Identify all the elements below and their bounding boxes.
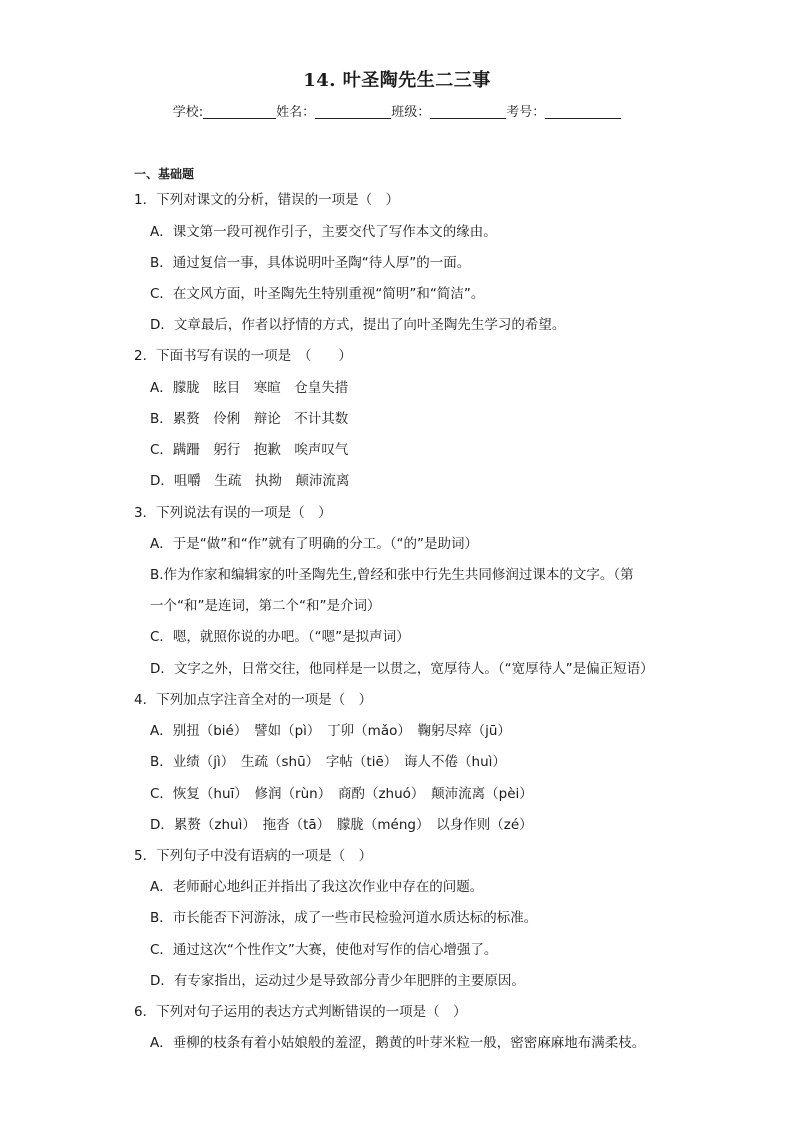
option-line: B.作为作家和编辑家的叶圣陶先生,曾经和张中行先生共同修润过课本的文字。（第 — [150, 567, 634, 583]
option-line: B．市长能否下河游泳，成了一些市民检验河道水质达标的标准。 — [150, 910, 538, 926]
option-line: A．垂柳的枝条有着小姑娘般的羞涩，鹅黄的叶芽米粒一般，密密麻麻地布满柔枝。 — [150, 1035, 646, 1051]
option-line: B．累赘 伶俐 辩论 不计其数 — [150, 411, 349, 427]
option-line: C．恢复（huī） 修润（rùn） 商酌（zhuó） 颠沛流离（pèi） — [150, 786, 533, 802]
option-line: B．业绩（jì） 生疏（shū） 字帖（tiē） 诲人不倦（huì） — [150, 754, 506, 770]
name-blank[interactable] — [315, 104, 391, 119]
option-line: C．蹒跚 躬行 抱歉 唉声叹气 — [150, 442, 349, 458]
question-stem: 2．下面书写有误的一项是 （ ） — [134, 348, 352, 364]
option-line: C．在文风方面，叶圣陶先生特别重视“简明”和“简洁”。 — [150, 286, 485, 302]
option-line: A．老师耐心地纠正并指出了我这次作业中存在的问题。 — [150, 879, 484, 895]
option-line: D．文字之外，日常交往，他同样是一以贯之，宽厚待人。（“宽厚待人”是偏正短语） — [150, 661, 654, 677]
option-line: D．文章最后，作者以抒情的方式，提出了向叶圣陶先生学习的希望。 — [150, 317, 566, 333]
question-stem: 5．下列句子中没有语病的一项是（ ） — [134, 848, 373, 864]
option-line: B．通过复信一事，具体说明叶圣陶“待人厚”的一面。 — [150, 255, 471, 271]
section-heading: 一、基础题 — [134, 167, 195, 181]
school-label: 学校: — [172, 105, 204, 120]
option-line: A．课文第一段可视作引子，主要交代了写作本文的缘由。 — [150, 224, 497, 240]
option-line: A．别扭（bié） 譬如（pì） 丁卯（mǎo） 鞠躬尽瘁（jū） — [150, 723, 511, 739]
option-line: C．嗯，就照你说的办吧。（“嗯”是拟声词） — [150, 629, 410, 645]
option-line: D．咀嚼 生疏 执拗 颠沛流离 — [150, 473, 350, 489]
student-info-row — [0, 101, 794, 120]
worksheet-title: 14. 叶圣陶先生二三事 — [303, 70, 491, 91]
option-line: C．通过这次“个性作文”大赛，使他对写作的信心增强了。 — [150, 942, 498, 958]
exam-no-blank[interactable] — [545, 104, 621, 119]
option-line: D．累赘（zhuì） 拖沓（tā） 朦胧（méng） 以身作则（zé） — [150, 817, 533, 833]
question-stem: 3．下列说法有误的一项是（ ） — [134, 505, 332, 521]
option-line: D．有专家指出，运动过少是导致部分青少年肥胖的主要原因。 — [150, 973, 525, 989]
question-stem: 4．下列加点字注音全对的一项是（ ） — [134, 692, 373, 708]
option-line: A．朦胧 眩目 寒暄 仓皇失措 — [150, 380, 349, 396]
name-label: 姓名： — [276, 105, 316, 120]
class-blank[interactable] — [430, 104, 506, 119]
school-blank[interactable] — [203, 104, 276, 119]
question-stem: 1．下列对课文的分析，错误的一项是（ ） — [134, 192, 400, 208]
class-label: 班级： — [391, 105, 431, 120]
exam-no-label: 考号： — [506, 105, 546, 120]
question-stem: 6．下列对句子运用的表达方式判断错误的一项是（ ） — [134, 1004, 467, 1020]
option-line-continued: 一个“和”是连词，第二个“和”是介词） — [150, 598, 381, 614]
option-line: A．于是“做”和“作”就有了明确的分工。（“的”是助词） — [150, 536, 478, 552]
